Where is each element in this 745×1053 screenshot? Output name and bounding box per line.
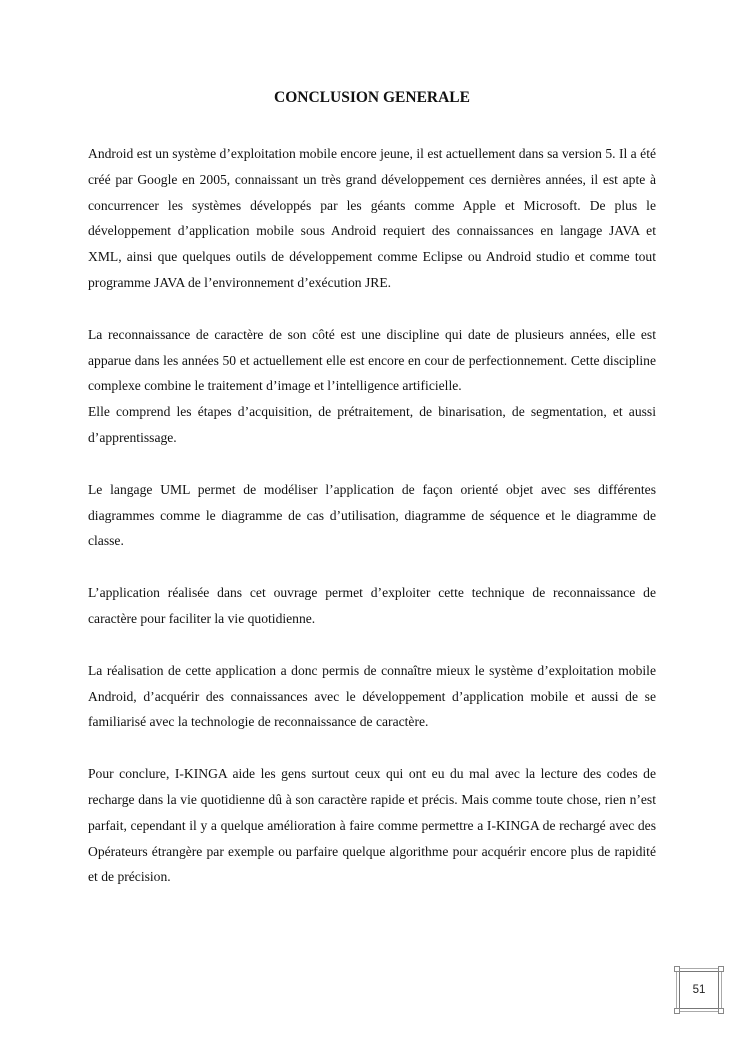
paragraph-ocr-steps: Elle comprend les étapes d’acquisition, de prétraitement, de binarisation, de segmentation, et aussi d’apprentissage. [88, 404, 656, 445]
document-body [88, 141, 656, 916]
paragraph-application: L’application réalisée dans cet ouvrage permet d’exploiter cette technique de reconnaissance de caractère pour faciliter la vie quotidienne. [88, 585, 656, 626]
page-number-corner [718, 1008, 724, 1014]
paragraph-android: Android est un système d’exploitation mobile encore jeune, il est actuellement dans sa version 5. Il a été créé par Google en 2005, connaissant un très grand développement ces dernières années, il est apte à concurrencer les systèmes développés par les géants comme Apple et Microsoft. De plus le développement d’application mobile sous Android requiert des connaissances en langage JAVA et XML, ainsi que quelques outils de développement comme Eclipse ou Android studio et comme tout programme JAVA de l’environnement d’exécution JRE. [88, 146, 656, 290]
page-number-corner [718, 966, 724, 972]
paragraph-ocr-intro: La reconnaissance de caractère de son côté est une discipline qui date de plusieurs années, elle est apparue dans les années 50 et actuellement elle est encore en cour de perfectionnement. Cette discipline complexe combine le traitement d’image et l’intelligence artificielle. [88, 326, 656, 394]
page-number-box [679, 971, 719, 1009]
page-number-corner [674, 1008, 680, 1014]
page-number: 51 [692, 984, 706, 996]
paragraph-uml: Le langage UML permet de modéliser l’application de façon orienté objet avec ses différentes diagrammes comme le diagramme de cas d’utilisation, diagramme de séquence et le diagramme de classe. [88, 481, 656, 549]
page-number-corner [674, 966, 680, 972]
page-title: CONCLUSION GENERALE [274, 89, 470, 106]
paragraph-realisation: La réalisation de cette application a donc permis de connaître mieux le système d’exploitation mobile Android, d’acquérir des connaissances avec le développement d’application mobile et aussi de se familiarisé avec la technologie de reconnaissance de caractère. [88, 662, 656, 730]
paragraph-conclusion: Pour conclure, I-KINGA aide les gens surtout ceux qui ont eu du mal avec la lecture des codes de recharge dans la vie quotidienne dû à son caractère rapide et précis. Mais comme toute chose, rien n’est parfait, cependant il y a quelque amélioration à faire comme permettre a I-KINGA de rechargé avec des Opérateurs étrangère par exemple ou parfaire quelque algorithme pour acquérir encore plus de rapidité et de précision. [88, 766, 656, 885]
